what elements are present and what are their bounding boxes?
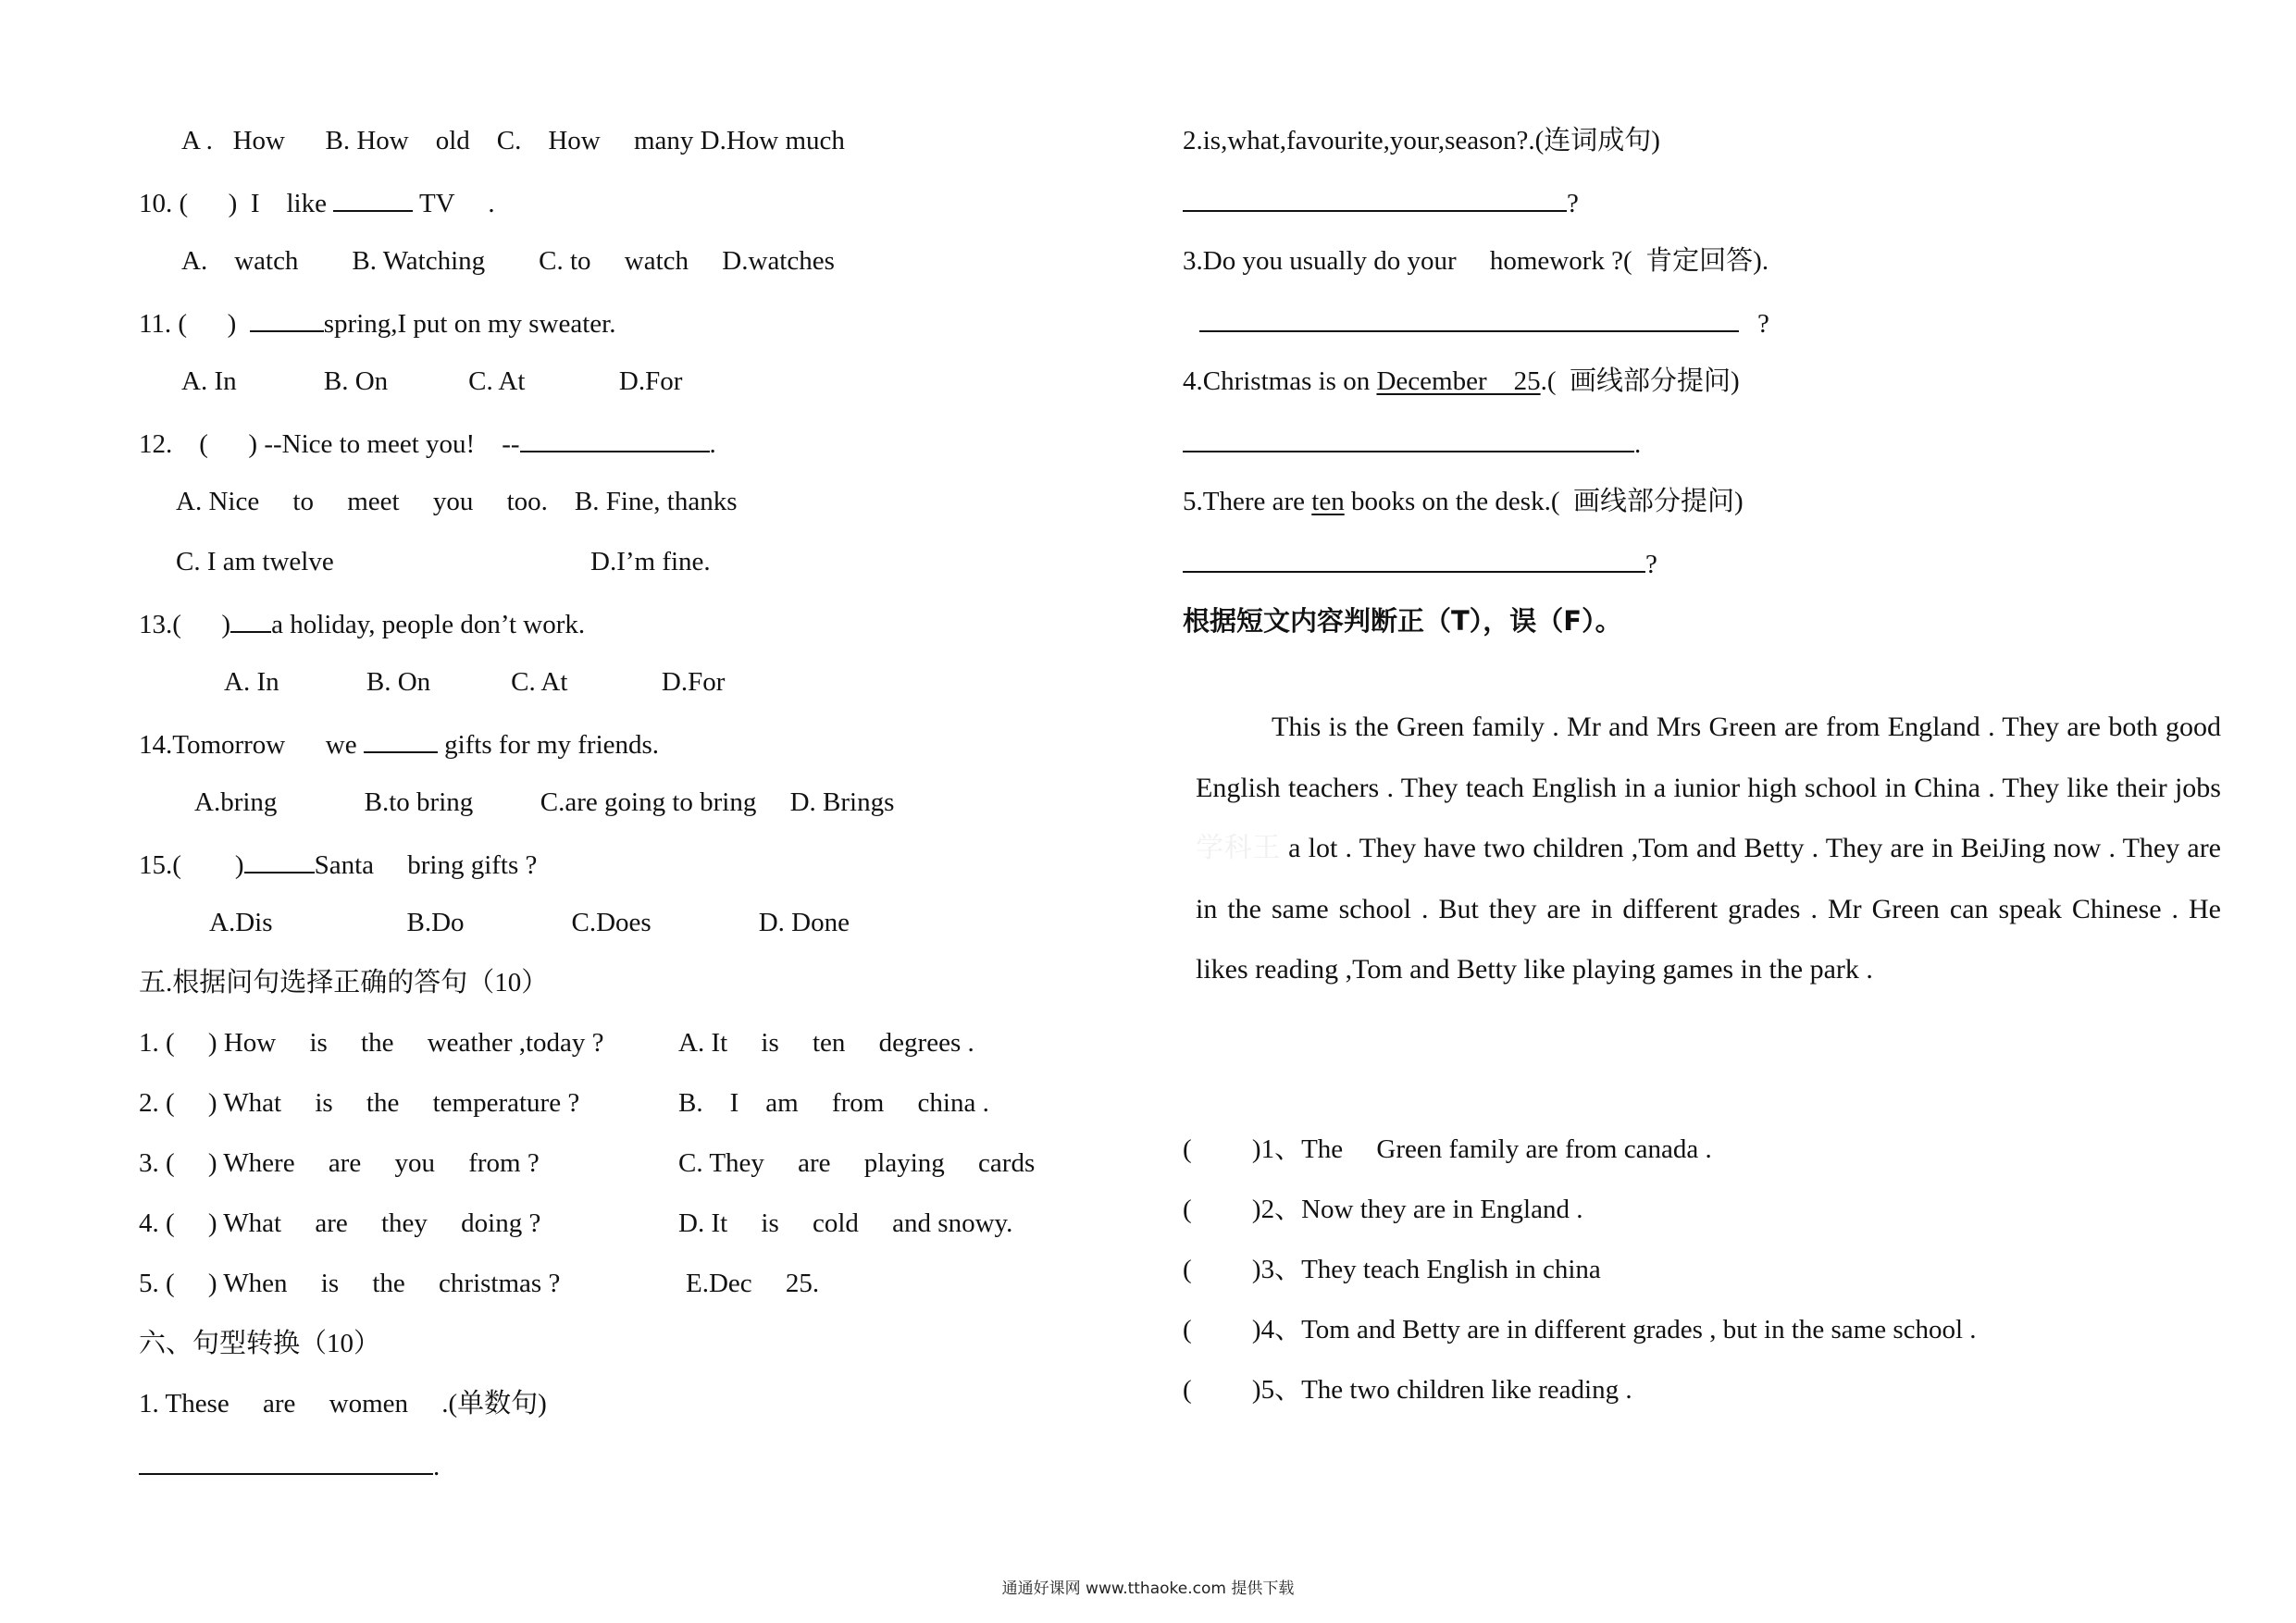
q14-text-end: gifts for my friends. [437,730,660,760]
q13-text-end: a holiday, people don’t work. [271,610,586,639]
match-q1: 1. ( ) How is the weather ,today ? [139,1028,604,1058]
match-e: E.Dec 25. [686,1269,820,1298]
q12-option-c: C. I am twelve [176,547,334,576]
transform-q3: 3.Do you usually do your homework ?( 肯定回答). [1183,246,1769,276]
q12-options-ab: A. Nice to meet you too. B. Fine, thanks [176,487,738,516]
q11-stem [139,308,615,338]
answer-line [1431,308,1739,332]
q14-options: A.bring B.to bring C.are going to bring D. Brings [194,787,895,817]
q12-text-end: . [709,429,716,459]
answer-mark: ? [1567,189,1579,218]
q15-text-end: Santa bring gifts ? [314,850,538,880]
match-a: A. It is ten degrees . [678,1028,974,1058]
tf-item-1: ( )1、The Green family are from canada . [1183,1134,1712,1164]
q14-text: 14.Tomorrow we [139,730,364,760]
section-5-title: 五.根据问句选择正确的答句（10） [139,968,549,997]
transform-q5-answer [1183,549,1657,578]
q10-options: A. watch B. Watching C. to watch D.watches [181,246,835,276]
q5-underlined: ten [1311,487,1345,516]
q11-text-end: spring,I put on my sweater. [323,309,616,339]
q13-options: A. In B. On C. At D.For [224,667,726,697]
q12-option-d: D.I’m fine. [590,547,711,576]
answer-line [1183,188,1567,212]
q11-text: 11. ( ) [139,309,250,339]
reading-heading: 根据短文内容判断正（T），误（F）。 [1183,605,1622,637]
q15-options: A.Dis B.Do C.Does D. Done [209,908,850,937]
q15-stem [139,849,537,879]
transform-q1-answer [139,1451,440,1481]
section-6-title: 六、句型转换（10） [139,1329,381,1358]
answer-period: . [433,1452,441,1481]
transform-q4-answer [1183,428,1641,458]
answer-line [1183,428,1634,452]
tf-item-2: ( )2、Now they are in England . [1183,1195,1583,1224]
transform-q4 [1183,368,1740,395]
q4-instruction: .( 画线部分提问) [1540,366,1740,396]
answer-line [1199,308,1431,332]
q5-text: 5.There are [1183,487,1312,516]
transform-q1: 1. These are women .(单数句) [139,1389,547,1419]
q10-stem [139,188,495,217]
answer-mark: . [1634,429,1642,459]
match-q5: 5. ( ) When is the christmas ? [139,1269,561,1298]
watermark-text: 学科王 [1196,833,1281,864]
passage-text: This is the Green family . Mr and Mrs Green are from England . They are both good English teachers . They teach English in a iunior high school in China . They like their jobs [1196,712,2221,803]
q10-text-end: TV . [413,189,495,218]
match-q4: 4. ( ) What are they doing ? [139,1208,541,1238]
q13-blank [230,609,271,633]
q15-text: 15.( ) [139,850,244,880]
q10-blank [333,188,413,212]
q4-underlined: December 25 [1376,366,1541,396]
q14-blank [364,729,438,753]
q11-blank [250,308,324,332]
q12-text: 12. ( ) --Nice to meet you! -- [139,429,520,459]
q13-text: 13.( ) [139,610,231,639]
q10-text: 10. ( ) I like [139,189,334,218]
transform-q2-answer [1183,188,1579,217]
passage-text-end: a lot . They have two children ,Tom and Betty . They are in BeiJing now . They are in the same school . But they are in different grades . Mr Green can speak Chinese . He likes reading ,Tom and Betty like playing games in the park . [1196,833,2221,985]
q13-stem [139,609,585,638]
page-footer: 通通好课网 www.tthaoke.com 提供下载 [1001,1580,1295,1598]
q15-blank [244,849,315,873]
reading-passage [1196,697,2221,1000]
q14-stem [139,729,659,759]
transform-q3-answer [1199,308,1769,338]
match-c: C. They are playing cards [678,1148,1036,1178]
q4-text: 4.Christmas is on [1183,366,1377,396]
answer-mark: ? [1757,309,1769,339]
transform-q5 [1183,489,1744,515]
match-b: B. I am from china . [678,1088,989,1118]
q12-stem [139,428,716,458]
transform-q2: 2.is,what,favourite,your,season?.(连词成句) [1183,126,1660,155]
tf-item-5: ( )5、The two children like reading . [1183,1375,1632,1405]
tf-item-3: ( )3、They teach English in china [1183,1255,1601,1284]
tf-item-4: ( )4、Tom and Betty are in different grades , but in the same school . [1183,1315,1977,1344]
q12-blank [520,428,710,452]
answer-mark: ? [1645,550,1657,579]
match-q3: 3. ( ) Where are you from ? [139,1148,540,1178]
answer-line [139,1451,433,1475]
match-d: D. It is cold and snowy. [678,1208,1013,1238]
q9-options: A . How B. How old C. How many D.How much [181,126,845,155]
q11-options: A. In B. On C. At D.For [181,366,683,396]
answer-line [1183,549,1645,573]
match-q2: 2. ( ) What is the temperature ? [139,1088,580,1118]
q5-text-end: books on the desk.( 画线部分提问) [1344,487,1744,516]
